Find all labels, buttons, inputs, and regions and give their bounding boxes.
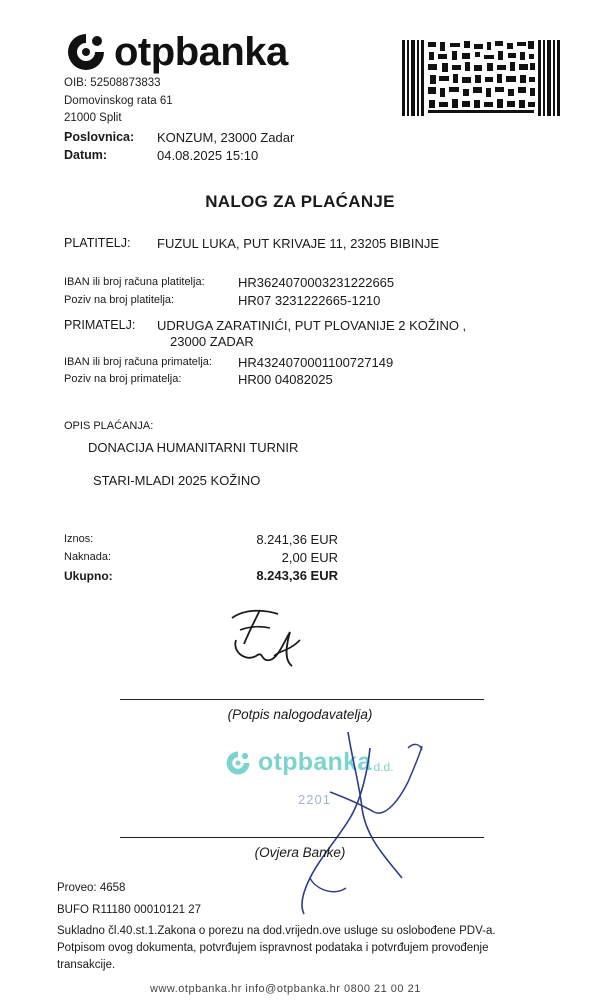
bank-city: 21000 Split [64,112,122,124]
footer-cut-line: www.otpbanka.hr info@otpbanka.hr 0800 21 00 21 [150,983,421,995]
amount-label: Iznos: [64,533,94,545]
recipient-iban-value: HR4324070001100727149 [238,355,394,370]
signature-caption: (Potpis nalogodavatelja) [227,707,373,722]
amount-value: 8.241,36 EUR [256,532,338,547]
date-label: Datum: [64,148,108,162]
bank-name: otpbanka [114,30,288,74]
stamp-suffix: d.d. [373,759,394,774]
stamp-brand: otpbanka [258,748,372,776]
description-label: OPIS PLAĆANJA: [64,420,154,432]
signature-line [120,699,484,700]
stamp-code: 2201 [298,792,331,807]
recipient-label: PRIMATELJ: [64,318,136,332]
recipient-ref-label: Poziv na broj primatelja: [64,373,182,385]
document-title: NALOG ZA PLAĆANJE [205,192,395,211]
date-value: 04.08.2025 15:10 [157,148,259,163]
description-line2: STARI-MLADI 2025 KOŽINO [93,473,261,488]
otp-stamp-logo-icon [224,749,252,777]
branch-value: KONZUM, 23000 Zadar [157,130,295,145]
otp-logo-icon [64,30,108,74]
fee-label: Naknada: [64,551,112,563]
branch-label: Poslovnica: [64,130,135,144]
footer-note-2: Potpisom ovog dokumenta, potvrđujem ispravnost podataka i potvrđujem provođenje [57,942,489,954]
verification-caption: (Ovjera Banke) [254,845,346,860]
recipient-value-line2: 23000 ZADAR [170,334,254,349]
footer-bufo: BUFO R11180 00010121 27 [57,904,202,916]
payer-ref-value: HR07 3231222665-1210 [238,293,381,308]
recipient-value-line1: UDRUGA ZARATINIĆI, PUT PLOVANIJE 2 KOŽINO , [157,318,467,333]
payer-value: FUZUL LUKA, PUT KRIVAJE 11, 23205 BIBINJE [157,236,440,251]
recipient-ref-value: HR00 04082025 [238,372,333,387]
fee-value: 2,00 EUR [281,550,338,565]
payer-signature [226,600,316,680]
barcode-icon [402,40,560,116]
recipient-iban-label: IBAN ili broj računa primatelja: [64,356,212,368]
bank-logo [64,30,288,74]
bank-signature [290,728,430,918]
description-line1: DONACIJA HUMANITARNI TURNIR [88,440,299,455]
footer-proveo: Proveo: 4658 [57,882,126,894]
payer-iban-label: IBAN ili broj računa platitelja: [64,276,205,288]
payer-label: PLATITELJ: [64,236,131,250]
bank-street: Domovinskog rata 61 [64,95,173,107]
payer-iban-value: HR3624070003231222665 [238,275,395,290]
footer-note-3: transakcije. [57,959,116,971]
payer-ref-label: Poziv na broj platitelja: [64,294,175,306]
verification-line [120,837,484,838]
total-value: 8.243,36 EUR [256,568,338,583]
bank-oib: OIB: 52508873833 [64,77,161,89]
total-label: Ukupno: [64,569,113,583]
footer-note-1: Sukladno čl.40.st.1.Zakona o porezu na dod.vrijedn.ove usluge su oslobođene PDV-a. [57,925,496,937]
